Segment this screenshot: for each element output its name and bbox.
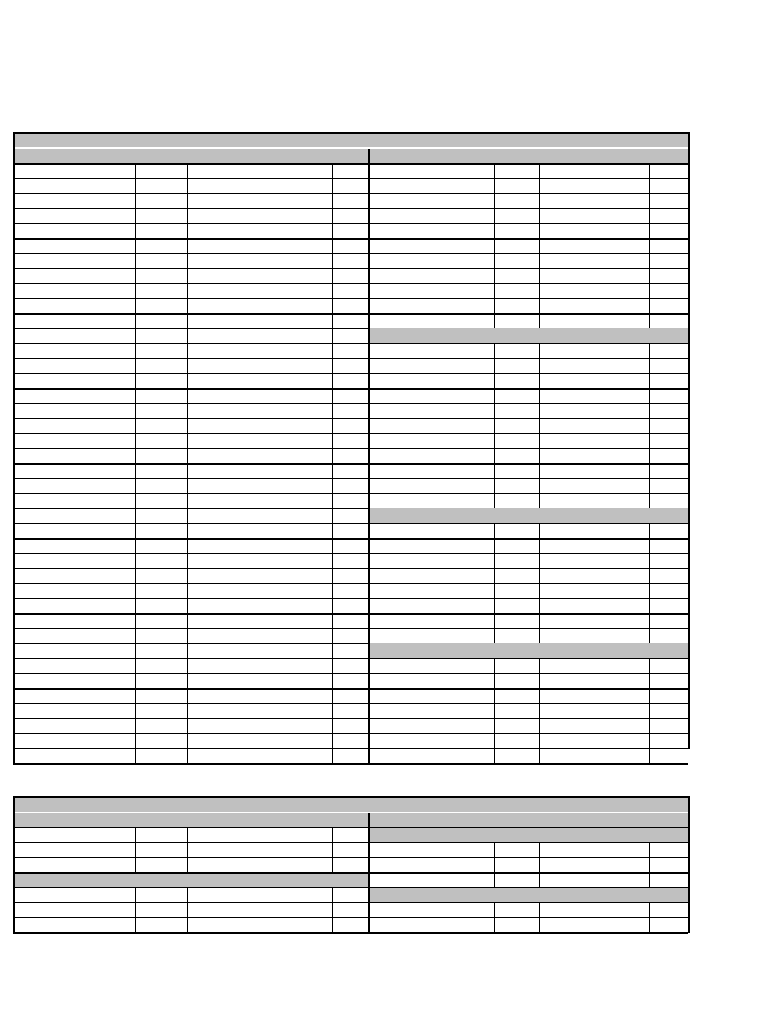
upper-right-row-line — [368, 448, 688, 449]
upper-right-section-band-1 — [368, 328, 688, 343]
upper-right-col-divider — [539, 343, 540, 508]
upper-left-row-line — [13, 178, 368, 179]
upper-right-row-line — [368, 523, 688, 524]
upper-right-row-line — [368, 298, 688, 299]
upper-left-row-line — [13, 283, 368, 284]
upper-right-row-line — [368, 178, 688, 179]
upper-right-row-line — [368, 628, 688, 629]
upper-right-row-line — [368, 718, 688, 719]
upper-right-row-line — [368, 748, 688, 749]
upper-left-row-line — [13, 403, 368, 404]
upper-left-row-line — [13, 598, 368, 599]
lower-right-col-divider — [539, 902, 540, 933]
upper-left-row-line — [13, 523, 368, 524]
lower-row-line — [13, 902, 688, 903]
upper-right-row-line — [368, 388, 688, 390]
upper-left-row-line — [13, 328, 368, 329]
upper-right-row-line — [368, 478, 688, 479]
upper-right-col-divider — [494, 163, 495, 328]
upper-left-row-line — [13, 343, 368, 344]
upper-right-row-line — [368, 568, 688, 569]
lower-row-line — [13, 887, 688, 888]
upper-left-row-line — [13, 463, 368, 465]
lower-row-line — [13, 872, 688, 874]
upper-left-row-line — [13, 313, 368, 315]
upper-right-row-line — [368, 433, 688, 434]
upper-left-row-line — [13, 508, 368, 509]
lower-right-col-divider — [494, 902, 495, 933]
upper-right-row-line — [368, 733, 688, 734]
upper-left-header-band — [13, 149, 368, 163]
lower-right-col-divider — [539, 842, 540, 887]
upper-right-row-line — [368, 763, 688, 765]
upper-right-row-line — [368, 703, 688, 704]
upper-left-col-divider — [187, 163, 188, 764]
lower-right-col-divider — [649, 842, 650, 887]
upper-right-row-line — [368, 373, 688, 374]
lower-right-section-band-2 — [368, 887, 688, 902]
upper-right-row-line — [368, 163, 688, 165]
upper-right-row-line — [368, 358, 688, 359]
upper-left-row-line — [13, 688, 368, 690]
upper-left-row-line — [13, 538, 368, 540]
upper-left-row-line — [13, 298, 368, 299]
lower-center-divider — [368, 813, 370, 933]
upper-right-row-line — [368, 673, 688, 674]
upper-right-row-line — [368, 343, 688, 344]
lower-top-border — [13, 796, 689, 798]
upper-left-row-line — [13, 208, 368, 209]
lower-left-col-divider — [135, 827, 136, 873]
lower-left-col-divider — [135, 887, 136, 933]
upper-right-section-band-2 — [368, 508, 688, 523]
upper-left-row-line — [13, 673, 368, 674]
upper-right-row-line — [368, 223, 688, 224]
lower-left-header-band — [13, 813, 368, 827]
upper-left-col-divider — [332, 163, 333, 764]
upper-right-col-divider — [649, 523, 650, 643]
upper-outer-left — [13, 132, 15, 764]
upper-left-row-line — [13, 373, 368, 374]
upper-left-row-line — [13, 163, 368, 165]
upper-right-row-line — [368, 688, 688, 690]
upper-right-col-divider — [539, 523, 540, 643]
upper-left-row-line — [13, 253, 368, 254]
upper-left-row-line — [13, 613, 368, 615]
upper-left-row-line — [13, 658, 368, 659]
lower-row-line — [13, 827, 688, 828]
lower-left-col-divider — [187, 827, 188, 873]
upper-top-border — [13, 132, 689, 134]
upper-left-row-line — [13, 733, 368, 734]
upper-right-col-divider — [649, 343, 650, 508]
upper-left-row-line — [13, 418, 368, 419]
upper-right-row-line — [368, 658, 688, 659]
upper-left-row-line — [13, 268, 368, 269]
lower-right-col-divider — [494, 842, 495, 887]
upper-right-row-line — [368, 403, 688, 404]
upper-right-col-divider — [494, 523, 495, 643]
upper-right-col-divider — [649, 163, 650, 328]
upper-left-row-line — [13, 583, 368, 584]
upper-left-row-line — [13, 238, 368, 240]
lower-row-line — [13, 857, 688, 858]
lower-row-line — [13, 842, 688, 843]
upper-right-col-divider — [539, 658, 540, 764]
upper-left-row-line — [13, 193, 368, 194]
upper-left-col-divider — [135, 163, 136, 764]
upper-right-col-divider — [539, 163, 540, 328]
upper-left-row-line — [13, 553, 368, 554]
upper-right-row-line — [368, 463, 688, 465]
upper-right-row-line — [368, 283, 688, 284]
upper-right-row-line — [368, 553, 688, 554]
lower-title-band — [13, 796, 688, 812]
lower-right-col-divider — [649, 902, 650, 933]
lower-left-section-band — [13, 873, 368, 887]
upper-left-row-line — [13, 703, 368, 704]
lower-right-section-band-1 — [368, 827, 688, 842]
upper-center-divider — [368, 149, 370, 764]
upper-right-row-line — [368, 538, 688, 540]
upper-right-col-divider — [494, 343, 495, 508]
lower-left-col-divider — [187, 887, 188, 933]
upper-left-row-line — [13, 643, 368, 644]
upper-left-row-line — [13, 388, 368, 390]
upper-right-header-band — [368, 149, 688, 163]
upper-right-col-divider — [494, 658, 495, 764]
upper-left-row-line — [13, 748, 368, 749]
lower-left-col-divider — [332, 887, 333, 933]
upper-left-row-line — [13, 433, 368, 434]
upper-right-row-line — [368, 208, 688, 209]
upper-left-row-line — [13, 763, 368, 765]
upper-right-row-line — [368, 493, 688, 494]
lower-row-line — [13, 932, 688, 934]
lower-outer-left — [13, 796, 15, 933]
upper-right-row-line — [368, 313, 688, 315]
lower-left-col-divider — [332, 827, 333, 873]
upper-left-row-line — [13, 628, 368, 629]
upper-outer-right — [688, 132, 690, 749]
upper-left-row-line — [13, 568, 368, 569]
upper-right-col-divider — [649, 658, 650, 764]
upper-right-row-line — [368, 238, 688, 240]
upper-right-row-line — [368, 583, 688, 584]
upper-right-row-line — [368, 613, 688, 615]
upper-left-row-line — [13, 718, 368, 719]
upper-left-row-line — [13, 358, 368, 359]
upper-right-section-band-3 — [368, 643, 688, 658]
upper-left-row-line — [13, 448, 368, 449]
upper-right-row-line — [368, 268, 688, 269]
upper-right-row-line — [368, 418, 688, 419]
lower-outer-right — [688, 796, 690, 933]
lower-right-header-band — [368, 813, 688, 827]
upper-title-band — [13, 132, 688, 147]
upper-left-row-line — [13, 493, 368, 494]
upper-right-row-line — [368, 253, 688, 254]
upper-left-row-line — [13, 223, 368, 224]
upper-right-row-line — [368, 193, 688, 194]
lower-row-line — [13, 917, 688, 918]
upper-right-row-line — [368, 598, 688, 599]
upper-left-row-line — [13, 478, 368, 479]
